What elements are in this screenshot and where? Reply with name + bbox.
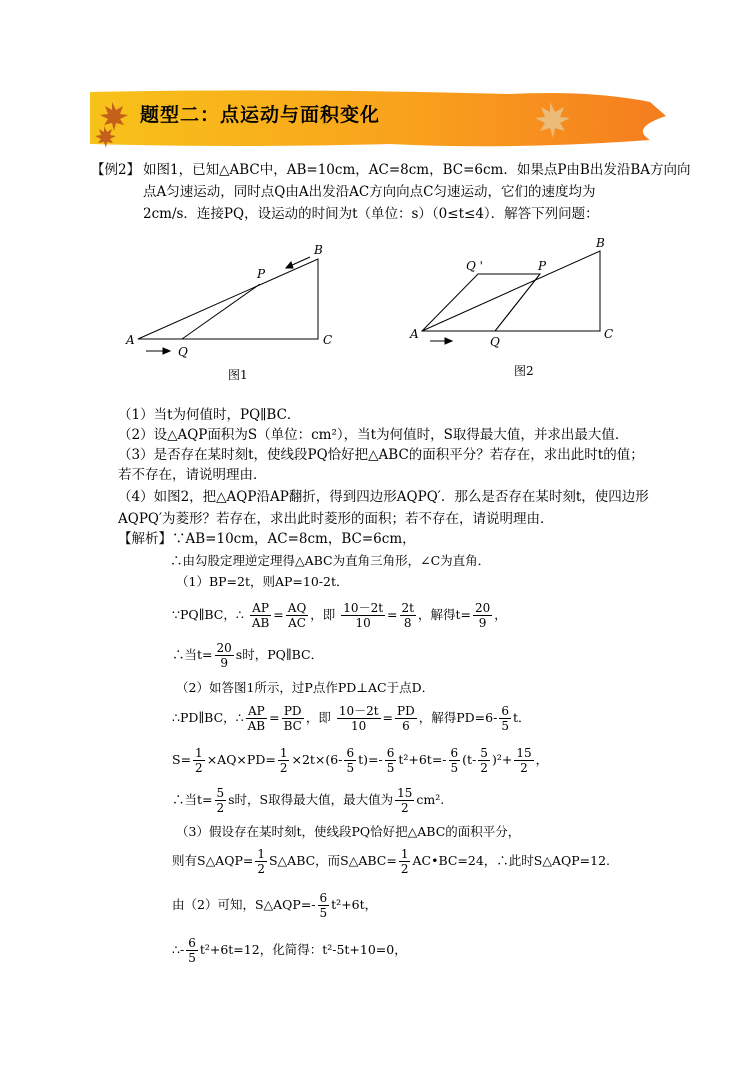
label-a: A bbox=[410, 327, 419, 341]
solution-line-8: ∴当t= $\frac{5}{2}$ s时，S取得最大值，最大值为 $\frac{15}{2}$ cm². bbox=[172, 786, 445, 815]
label-q: Q bbox=[490, 335, 500, 349]
figure-2-caption: 图2 bbox=[514, 364, 534, 378]
figure-1 bbox=[120, 240, 350, 365]
solution-line-11: 由（2）可知，S△AQP=- $\frac{6}{5}$ t²+6t， bbox=[172, 891, 378, 920]
solution-line-3: ∵PQ∥BC，∴ $\frac{AP}{AB}$ = $\frac{AQ}{AC}$ ，即 $\frac{10-2t}{10}$ = $\frac{2t}{8}$ ，解得t= $\frac{20}{9}$ ， bbox=[172, 601, 507, 630]
label-a: A bbox=[126, 333, 135, 347]
question-3-cont: 若不存在，请说明理由． bbox=[118, 467, 267, 483]
triangle-abc bbox=[422, 251, 600, 331]
solution-line-10: 则有S△AQP= $\frac{1}{2}$ S△ABC，而S△ABC= $\frac{1}{2}$ AC•BC=24，∴此时S△AQP=12. bbox=[172, 847, 611, 876]
solution-line-1: ∴由勾股定理逆定理得△ABC为直角三角形，∠C为直角． bbox=[170, 553, 491, 568]
label-b: B bbox=[314, 243, 323, 257]
solution-line-9: （3）假设存在某时刻t，使线段PQ恰好把△ABC的面积平分， bbox=[176, 824, 521, 839]
page-title: 题型二：点运动与面积变化 bbox=[140, 104, 381, 126]
question-3: （3）是否存在某时刻t，使线段PQ恰好把△ABC的面积平分？若存在，求出此时t的值； bbox=[118, 447, 644, 463]
segment-pq bbox=[182, 284, 260, 339]
arrow-icon bbox=[430, 338, 452, 344]
segment-pq bbox=[495, 274, 540, 331]
solution-line-5: （2）如答图1所示，过P点作PD⊥AC于点D． bbox=[176, 680, 435, 695]
solution-tag: 【解析】∵AB=10cm，AC=8cm，BC=6cm， bbox=[118, 531, 416, 547]
question-2: （2）设△AQP面积为S（单位：cm²），当t为何值时，S取得最大值，并求出最大值． bbox=[118, 427, 629, 443]
solution-line-12: ∴- $\frac{6}{5}$ t²+6t=12，化简得：t²-5t+10=0， bbox=[172, 936, 407, 965]
label-b: B bbox=[596, 236, 605, 250]
figure-1-caption: 图1 bbox=[228, 368, 248, 382]
label-p: P bbox=[538, 259, 547, 273]
label-c: C bbox=[323, 333, 333, 347]
figure-2 bbox=[400, 232, 630, 357]
label-c: C bbox=[604, 327, 614, 341]
label-q-prime: Q ' bbox=[466, 259, 483, 273]
solution-line-4: ∴当t= $\frac{20}{9}$ s时，PQ∥BC． bbox=[172, 641, 324, 670]
solution-line-6: ∴PD∥BC，∴ $\frac{AP}{AB}$ = $\frac{PD}{BC}$ ，即 $\frac{10-2t}{10}$ = $\frac{PD}{6}$ ，解得PD=6- $\frac{6}{5}$ t． bbox=[172, 704, 531, 733]
example-tag: 【例2】 bbox=[91, 162, 141, 178]
example-line-1: 如图1，已知△ABC中，AB=10cm，AC=8cm，BC=6cm．如果点P由B出发沿BA方向向 bbox=[143, 162, 691, 178]
question-1: （1）当t为何值时，PQ∥BC． bbox=[118, 407, 301, 423]
label-q: Q bbox=[178, 345, 188, 359]
example-line-2: 点A匀速运动，同时点Q由A出发沿AC方向向点C匀速运动，它们的速度均为 bbox=[143, 184, 596, 200]
solution-line-2: （1）BP=2t，则AP=10-2t． bbox=[176, 574, 349, 589]
question-4-cont: AQPQ′为菱形？若存在，求出此时菱形的面积；若不存在，请说明理由． bbox=[118, 511, 554, 527]
triangle-abc bbox=[138, 259, 318, 339]
example-line-3: 2cm/s．连接PQ，设运动的时间为t（单位：s）（0≤t≤4）．解答下列问题： bbox=[143, 206, 599, 222]
solution-line-7: S= $\frac{1}{2}$ ×AQ×PD= $\frac{1}{2}$ ×2t×(6- $\frac{6}{5}$ t)=- $\frac{6}{5}$ t²+6t=- $\frac{6}{5}$ (t- $\frac{5}{2}$ )²+ $\frac{15}{2}$ ， bbox=[172, 746, 549, 775]
label-p: P bbox=[257, 267, 266, 281]
rhombus-aqpq bbox=[422, 274, 540, 331]
question-4: （4）如图2，把△AQP沿AP翻折，得到四边形AQPQ′．那么是否存在某时刻t，使四边形 bbox=[118, 489, 649, 505]
